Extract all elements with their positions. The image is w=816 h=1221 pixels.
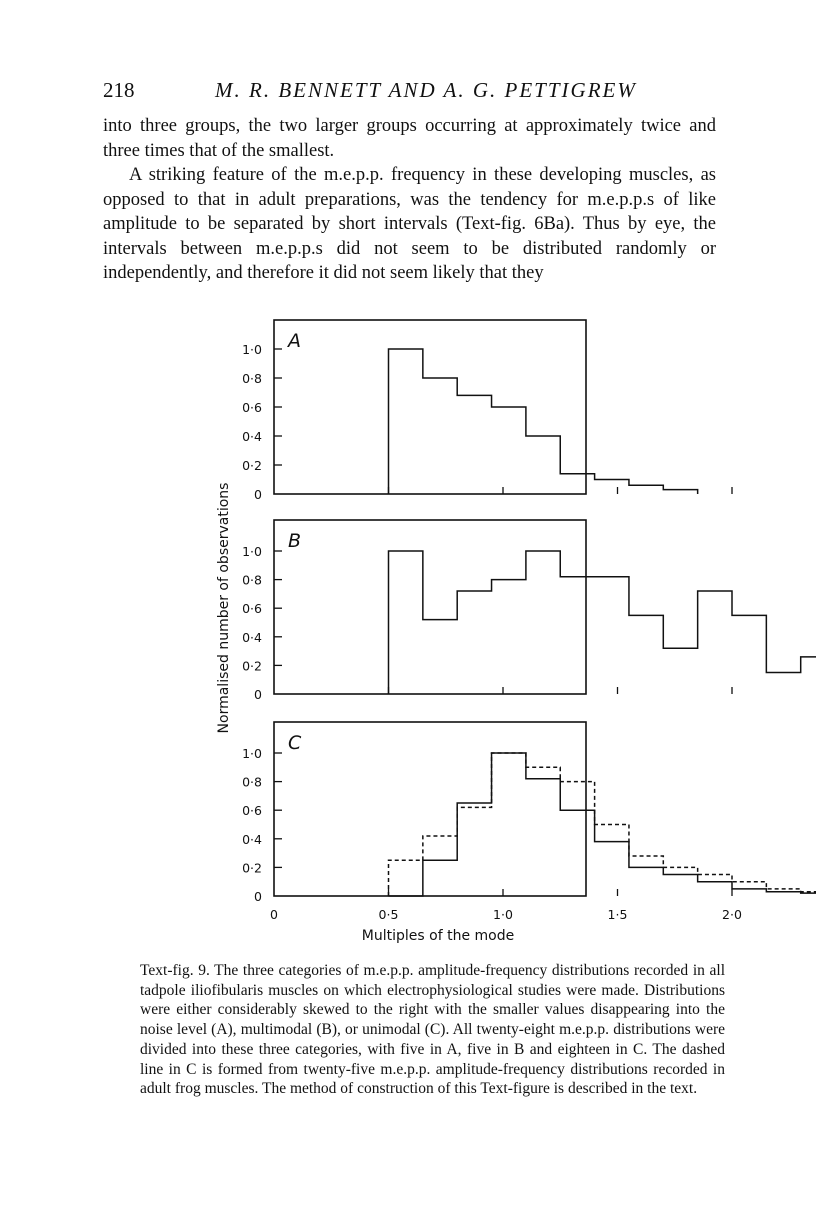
y-tick-label: 0	[254, 687, 262, 702]
paragraph-2: A striking feature of the m.e.p.p. frequency in these developing muscles, as opposed to that in adult preparations, was the tendency for m.e.p.p.s of like amplitude to be separated by short intervals (Text-fig. 6Ba). Thus by eye, the intervals between m.e.p.p.s did not seem to be distributed randomly or independently, and therefore it did not seem likely that they	[103, 165, 716, 283]
y-tick-label: 1·0	[242, 342, 262, 357]
y-tick-label: 0·8	[242, 371, 262, 386]
panel-label: B	[288, 530, 302, 552]
page-number: 218	[103, 78, 135, 102]
panel-frame	[274, 320, 586, 494]
histogram-series	[389, 551, 816, 694]
y-tick-label: 0·6	[242, 601, 262, 617]
panel-label: A	[288, 330, 301, 352]
panel-frame	[274, 722, 586, 896]
x-tick-label: 0·5	[378, 907, 399, 922]
x-tick-label: 0	[270, 907, 278, 922]
y-tick-label: 0	[254, 487, 262, 502]
y-tick-label: 0·6	[242, 803, 262, 819]
y-tick-label: 1·0	[242, 544, 262, 559]
figure-caption: Text-fig. 9. The three categories of m.e.p.p. amplitude-frequency distributions recorded in all tadpole iliofibularis muscles on which electrophysiological studies were made. Distributions were either considerably skewed to the right with the smaller values disappearing into the noise level (A), multimodal (B), or unimodal (C). All twenty-eight m.e.p.p. distributions were divided into these three categories, with five in A, five in B and eighteen in C. The dashed line in C is formed from twenty-five m.e.p.p. amplitude-frequency distributions recorded in adult frog muscles. The method of construction of this Text-figure is described in the text.	[140, 962, 725, 1098]
y-tick-label: 0·4	[242, 429, 262, 444]
y-tick-label: 0·4	[242, 629, 262, 645]
x-tick-label: 2·0	[722, 907, 742, 922]
y-tick-label: 0	[254, 889, 262, 904]
histogram-series-adult-dashed	[389, 753, 816, 896]
y-tick-label: 0·8	[242, 774, 262, 790]
y-tick-label: 1·0	[242, 746, 262, 761]
x-tick-label: 1·5	[607, 907, 628, 922]
authors: M. R. BENNETT AND A. G. PETTIGREW	[215, 78, 637, 102]
y-axis-label: Normalised number of observations	[216, 482, 232, 734]
y-tick-label: 0·4	[242, 831, 262, 847]
panel-label: C	[288, 732, 302, 754]
y-tick-label: 0·2	[242, 658, 262, 674]
histogram-series	[389, 349, 698, 494]
panel-frame	[274, 520, 586, 694]
y-tick-label: 0·6	[242, 400, 262, 415]
y-tick-label: 0·2	[242, 458, 262, 473]
x-tick-label: 1·0	[493, 907, 513, 922]
y-tick-label: 0·2	[242, 860, 262, 876]
paragraph-1: into three groups, the two larger groups occurring at approximately twice and three times that of the smallest.	[103, 116, 716, 161]
x-axis-label: Multiples of the mode	[361, 928, 515, 944]
y-tick-label: 0·8	[242, 572, 262, 588]
